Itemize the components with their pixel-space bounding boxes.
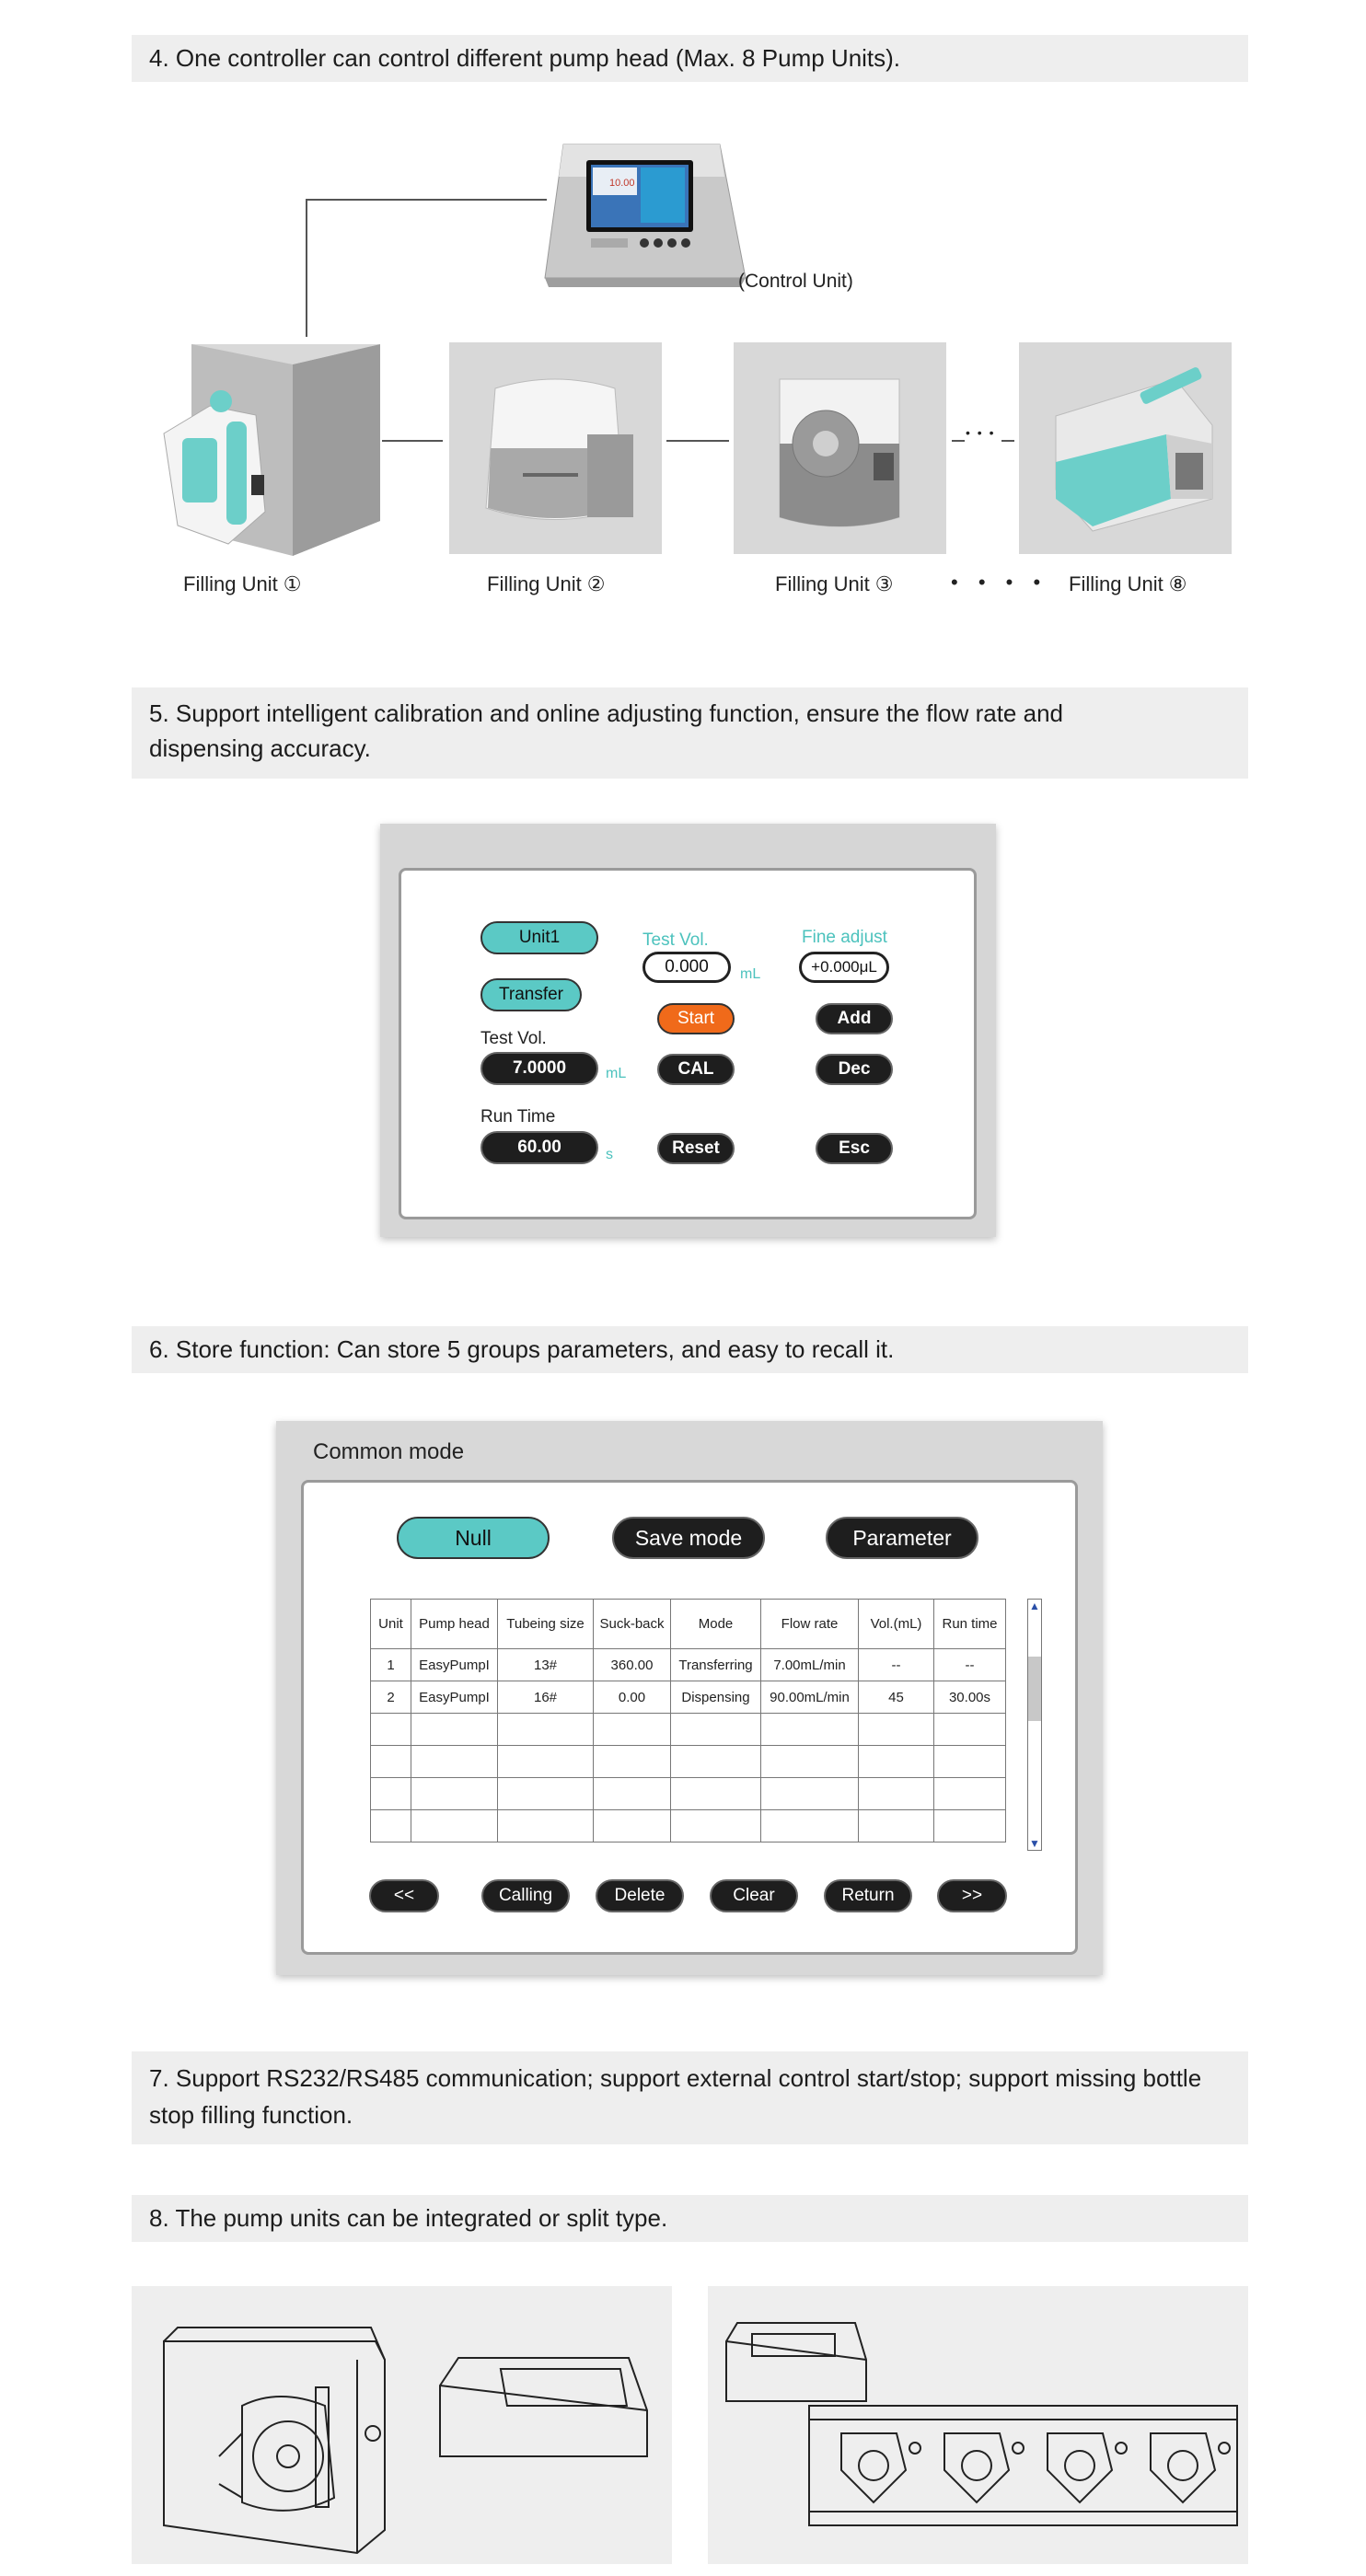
pump-head-drawing [944,2433,1024,2502]
section-6-banner [132,1326,1248,1373]
table-row[interactable] [371,1649,1006,1681]
return-button[interactable]: Return [824,1879,912,1912]
table-cell: Transferring [671,1649,761,1681]
connector-line [382,440,443,442]
filling-unit-8-label: Filling Unit ⑧ [1069,572,1187,595]
table-cell [934,1746,1006,1778]
stored-parameters-table [370,1599,1006,1842]
split-type-tile [708,2286,1248,2564]
table-cell [934,1810,1006,1842]
table-cell: -- [859,1649,934,1681]
test-vol-mid-unit: mL [740,966,761,982]
dec-button[interactable]: Dec [816,1054,893,1085]
test-vol-unit: mL [606,1066,627,1081]
column-header: Mode [671,1600,761,1649]
pump-head-drawing [841,2433,920,2502]
table-cell: 90.00mL/min [761,1681,859,1714]
table-cell [411,1810,498,1842]
column-header: Pump head [411,1600,498,1649]
table-cell [934,1714,1006,1746]
table-row[interactable] [371,1714,1006,1746]
store-panel [276,1421,1103,1975]
table-cell: 0.00 [594,1681,671,1714]
table-row[interactable] [371,1810,1006,1842]
section-4-title: 4. One controller can control different pump head (Max. 8 Pump Units). [149,44,901,72]
table-cell [859,1714,934,1746]
filling-unit-8-image [1037,361,1221,536]
table-cell: 45 [859,1681,934,1714]
table-cell [859,1746,934,1778]
unit1-button[interactable]: Unit1 [480,921,598,954]
section-5-title-line-2: dispensing accuracy. [149,734,371,762]
table-row[interactable] [371,1778,1006,1810]
save-mode-button[interactable]: Save mode [612,1517,765,1559]
store-panel-title: Common mode [313,1439,465,1464]
column-header: Unit [371,1600,411,1649]
section-4-banner [132,35,1248,82]
section-7-title-line-1: 7. Support RS232/RS485 communication; support external control start/stop; support missing bottle [149,2064,1202,2092]
table-cell: 2 [371,1681,411,1714]
table-cell [671,1714,761,1746]
table-cell [371,1714,411,1746]
parameter-button[interactable]: Parameter [826,1517,978,1559]
filling-unit-1-label: Filling Unit ① [183,572,302,595]
table-cell [594,1810,671,1842]
table-cell [594,1746,671,1778]
table-cell [671,1810,761,1842]
null-button[interactable]: Null [397,1517,550,1559]
column-header: Suck-back [594,1600,671,1649]
table-row[interactable] [371,1681,1006,1714]
connector-line [1001,440,1014,442]
transfer-button[interactable]: Transfer [480,978,582,1011]
table-cell [594,1778,671,1810]
filling-unit-3-image [770,370,909,536]
table-cell: Dispensing [671,1681,761,1714]
table-cell [371,1778,411,1810]
table-cell [934,1778,1006,1810]
column-header: Vol.(mL) [859,1600,934,1649]
connector-line [306,199,547,201]
table-cell [411,1778,498,1810]
section-7-banner [132,2051,1248,2144]
split-pump-drawing [708,2286,1248,2564]
table-scrollbar[interactable] [1027,1599,1042,1851]
filling-unit-1-image [155,337,385,558]
table-cell: 30.00s [934,1681,1006,1714]
table-cell: -- [934,1649,1006,1681]
column-header: Flow rate [761,1600,859,1649]
section-8-title: 8. The pump units can be integrated or split type. [149,2204,668,2232]
run-time-input[interactable]: 60.00 [480,1131,598,1164]
calibration-screen [399,868,977,1219]
integrated-type-tile [132,2286,672,2564]
table-cell: EasyPumpI [411,1649,498,1681]
table-cell [594,1714,671,1746]
section-7-title-line-2: stop filling function. [149,2101,353,2129]
test-vol-mid-input[interactable]: 0.000 [642,952,731,983]
column-header: Run time [934,1600,1006,1649]
section-5-title-line-1: 5. Support intelligent calibration and online adjusting function, ensure the flow rate and [149,699,1063,727]
delete-button[interactable]: Delete [596,1879,684,1912]
test-vol-input[interactable]: 7.0000 [480,1052,598,1085]
run-time-unit: s [606,1147,613,1162]
column-header: Tubeing size [498,1600,594,1649]
start-button[interactable]: Start [657,1003,735,1034]
table-cell [371,1746,411,1778]
control-unit-label: (Control Unit) [738,271,853,292]
table-row[interactable] [371,1746,1006,1778]
filling-unit-2-image [468,370,642,531]
table-cell [859,1810,934,1842]
section-8-banner [132,2195,1248,2242]
run-time-label: Run Time [480,1107,556,1126]
table-cell [371,1810,411,1842]
table-cell [498,1778,594,1810]
connector-line [952,440,965,442]
fine-adjust-label: Fine adjust [802,928,887,947]
test-vol-label-mid: Test Vol. [642,930,709,950]
filling-unit-2-tile [449,342,662,554]
table-cell [411,1714,498,1746]
scroll-down-icon[interactable]: ▼ [1029,1837,1040,1850]
fine-adjust-input[interactable]: +0.000μL [799,952,889,983]
connector-line [666,440,729,442]
cal-button[interactable]: CAL [657,1054,735,1085]
table-cell [859,1778,934,1810]
scroll-up-icon[interactable]: ▲ [1029,1600,1040,1612]
pump-head-drawing [1048,2433,1127,2502]
ellipsis-dots: • • • • [951,571,1048,594]
store-screen [301,1480,1078,1955]
table-cell: 7.00mL/min [761,1649,859,1681]
table-cell: 13# [498,1649,594,1681]
control-unit-image [536,140,747,287]
pump-head-drawing [1151,2433,1230,2502]
section-5-banner [132,687,1248,779]
table-cell [411,1746,498,1778]
filling-unit-3-tile [734,342,946,554]
controller-screen-value: 10.00 [609,178,635,189]
scroll-thumb[interactable] [1028,1657,1041,1721]
table-cell [671,1778,761,1810]
prev-page-button[interactable]: << [369,1879,439,1912]
table-cell: EasyPumpI [411,1681,498,1714]
calibration-panel [380,824,996,1237]
table-cell: 360.00 [594,1649,671,1681]
table-cell: 1 [371,1649,411,1681]
esc-button[interactable]: Esc [816,1133,893,1164]
connector-line [306,199,307,337]
table-cell [498,1714,594,1746]
next-page-button[interactable]: >> [937,1879,1007,1912]
table-cell [761,1810,859,1842]
filling-unit-3-label: Filling Unit ③ [775,572,894,595]
table-cell [761,1714,859,1746]
table-cell [498,1810,594,1842]
calling-button[interactable]: Calling [481,1879,570,1912]
reset-button[interactable]: Reset [657,1133,735,1164]
table-cell [761,1746,859,1778]
filling-unit-2-label: Filling Unit ② [487,572,606,595]
add-button[interactable]: Add [816,1003,893,1034]
section-6-title: 6. Store function: Can store 5 groups parameters, and easy to recall it. [149,1335,895,1363]
integrated-pump-drawing [132,2286,672,2564]
table-cell [761,1778,859,1810]
ellipsis-dots: • • • [966,425,996,440]
test-vol-label: Test Vol. [480,1029,547,1048]
filling-unit-8-tile [1019,342,1232,554]
table-cell [498,1746,594,1778]
table-cell [671,1746,761,1778]
clear-button[interactable]: Clear [710,1879,798,1912]
table-header-row [371,1600,1006,1649]
table-cell: 16# [498,1681,594,1714]
